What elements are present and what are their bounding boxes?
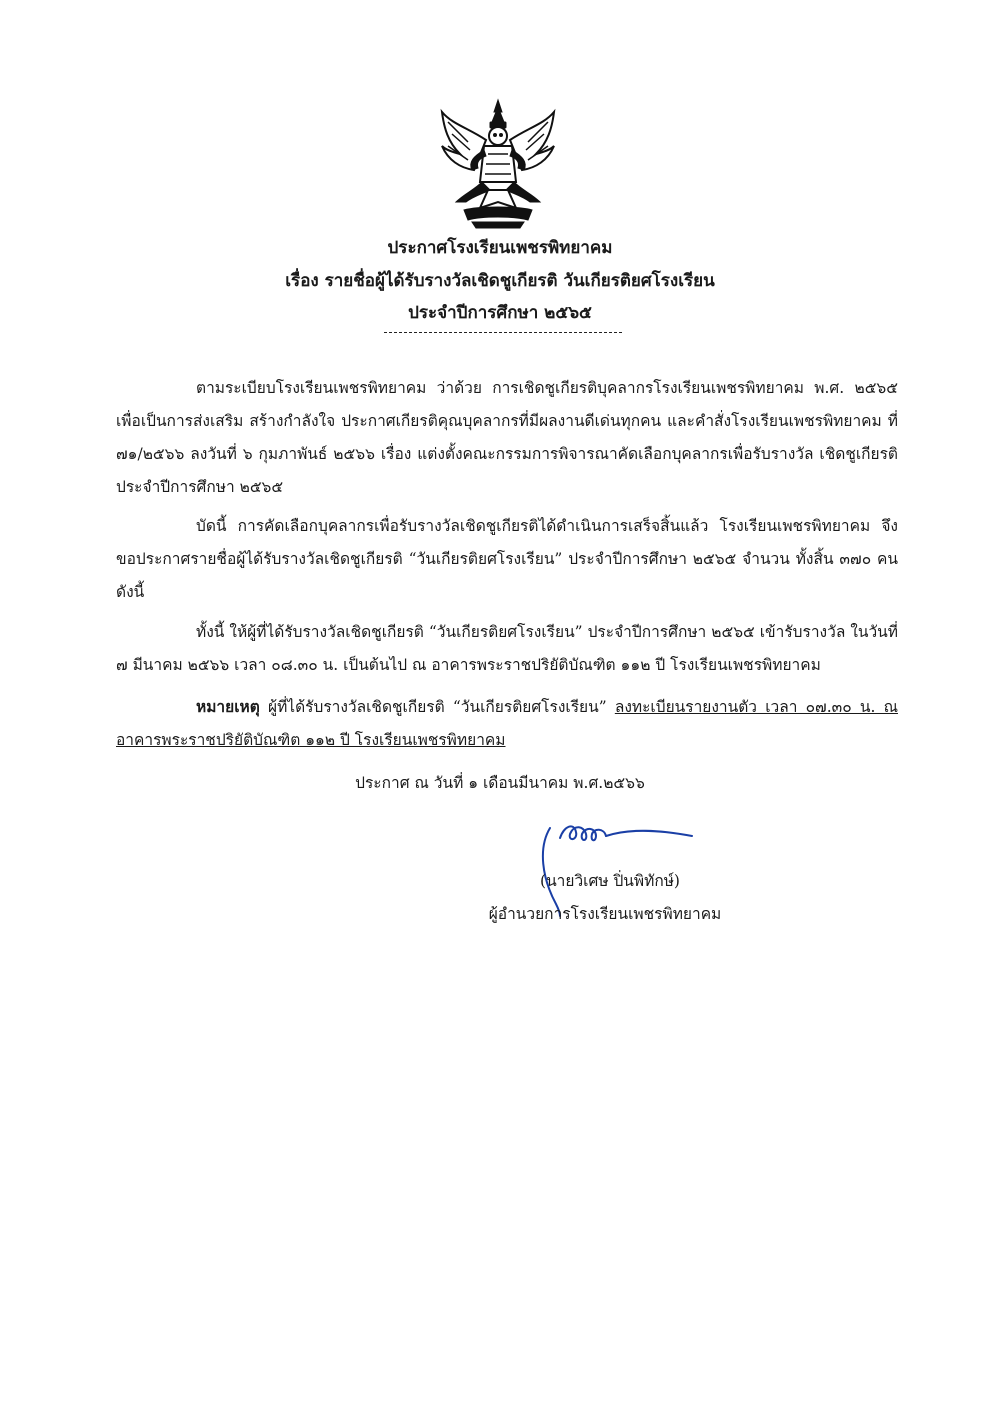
paragraph-2: บัดนี้ การคัดเลือกบุคลากรเพื่อรับรางวัลเชิดชูเกียรติได้ดำเนินการเสร็จสิ้นแล้ว โรงเรียนเพชรพิทยาคม จึงขอประกาศรายชื่อผู้ได้รับรางวัลเชิดชูเกียรติ “วันเกียรติยศโรงเรียน” ประจำปีการศึกษา ๒๕๖๕ จำนวน ทั้งสิ้น ๓๗๐ คน ดังนี้ xyxy=(116,517,898,601)
announce-date: ประกาศ ณ วันที่ ๑ เดือนมีนาคม พ.ศ.๒๕๖๖ xyxy=(355,774,645,792)
heading-divider xyxy=(384,332,622,333)
paragraph-1: ตามระเบียบโรงเรียนเพชรพิทยาคม ว่าด้วย การเชิดชูเกียรติบุคลากรโรงเรียนเพชรพิทยาคม พ.ศ. ๒๕๖๕ เพื่อเป็นการส่งเสริม สร้างกำลังใจ ประกาศเกียรติคุณบุคลากรที่มีผลงานดีเด่นทุกคน และคำสั่งโรงเรียนเพชรพิทยาคม ที่ ๗๑/๒๕๖๖ ลงวันที่ ๖ กุมภาพันธ์ ๒๕๖๖ เรื่อง แต่งตั้งคณะกรรมการพิจารณาคัดเลือกบุคลากรเพื่อรับรางวัล เชิดชูเกียรติ ประจำปีการศึกษา ๒๕๖๕ xyxy=(116,379,898,496)
signer-name: (นายวิเศษ ปิ่นพิทักษ์) xyxy=(540,872,680,890)
garuda-emblem-icon xyxy=(438,98,558,230)
note-paragraph xyxy=(116,690,898,757)
note-label: หมายเหตุ xyxy=(196,697,260,716)
note-underlined: ลงทะเบียนรายงานตัว เวลา ๐๗.๓๐ น. ณ อาคารพระราชปริยัติบัณฑิต ๑๑๒ ปี โรงเรียนเพชรพิทยาคม xyxy=(116,698,898,749)
paragraph-3: ทั้งนี้ ให้ผู้ที่ได้รับรางวัลเชิดชูเกียรติ “วันเกียรติยศโรงเรียน” ประจำปีการศึกษา ๒๕๖๕ เข้ารับรางวัล ในวันที่ ๗ มีนาคม ๒๕๖๖ เวลา ๐๘.๓๐ น. เป็นต้นไป ณ อาคารพระราชปริยัติบัณฑิต ๑๑๒ ปี โรงเรียนเพชรพิทยาคม xyxy=(116,623,898,674)
heading-line-1: ประกาศโรงเรียนเพชรพิทยาคม xyxy=(387,238,613,258)
signer-title: ผู้อำนวยการโรงเรียนเพชรพิทยาคม xyxy=(488,905,722,923)
heading-line-3: ประจำปีการศึกษา ๒๕๖๕ xyxy=(408,303,592,323)
note-text: ผู้ที่ได้รับรางวัลเชิดชูเกียรติ “วันเกียรติยศโรงเรียน” xyxy=(259,698,615,716)
heading-line-2: เรื่อง รายชื่อผู้ได้รับรางวัลเชิดชูเกียรติ วันเกียรติยศโรงเรียน xyxy=(285,271,715,291)
